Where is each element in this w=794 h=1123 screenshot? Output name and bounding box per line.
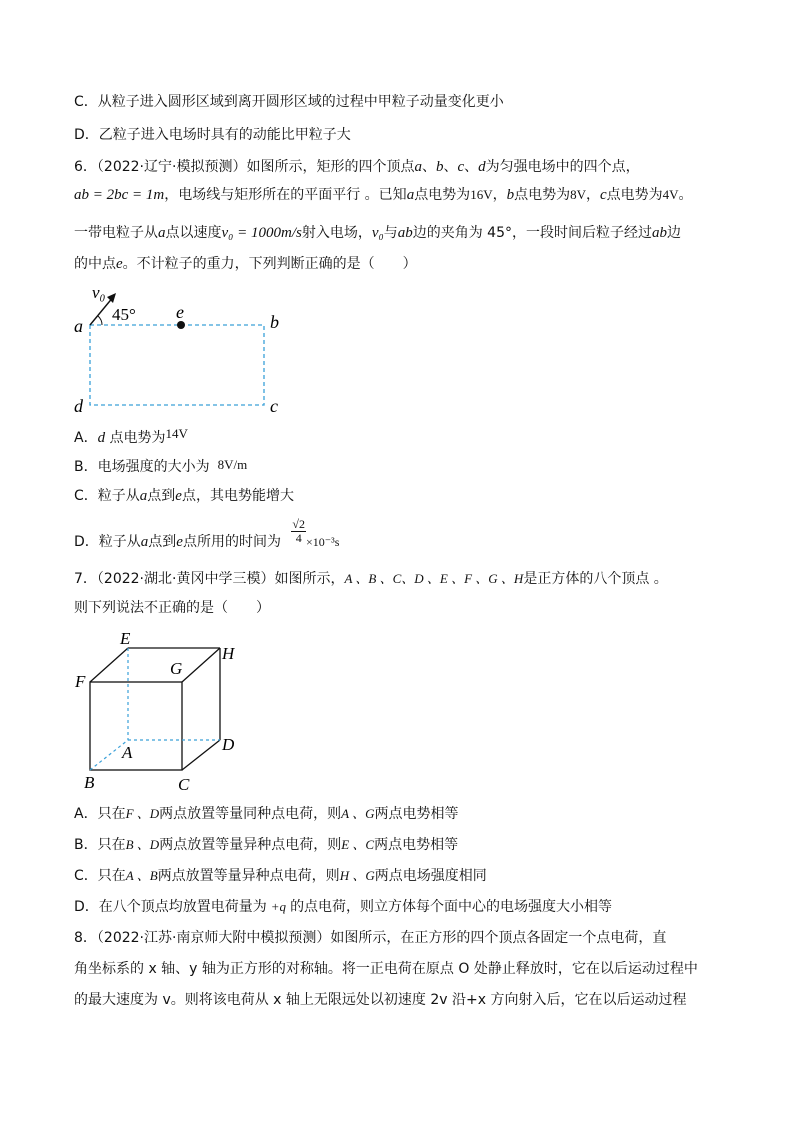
value: 14V bbox=[165, 426, 188, 441]
q7-number: 7． bbox=[74, 571, 97, 587]
text: C．只在 bbox=[74, 868, 126, 884]
q7-stem-line1 bbox=[74, 569, 754, 589]
label-e: e bbox=[176, 302, 184, 322]
text: B．电场强度的大小为 bbox=[74, 459, 210, 475]
denominator: 4 bbox=[295, 530, 302, 545]
text: D．粒子从 bbox=[74, 534, 141, 550]
cube-front-face bbox=[90, 682, 182, 770]
label-C: C bbox=[178, 775, 190, 794]
vars: F 、D bbox=[125, 806, 160, 821]
q6-option-a bbox=[74, 424, 754, 448]
text: 的点电荷，则立方体每个面中心的电场强度大小相等 bbox=[290, 899, 613, 915]
var-c: c bbox=[457, 159, 465, 175]
label-b: b bbox=[270, 312, 279, 332]
q7-option-b bbox=[74, 835, 754, 855]
label-G: G bbox=[170, 659, 183, 678]
var-d: d bbox=[97, 430, 106, 446]
text: ， bbox=[492, 187, 507, 203]
text: 边 bbox=[666, 225, 681, 241]
var-q: +q bbox=[270, 899, 287, 914]
q6-source: （2022·辽宁·模拟预测）如图所示，矩形的四个顶点 bbox=[96, 159, 415, 175]
vertex-letters: A 、B 、C、D 、E 、F 、G 、H bbox=[344, 571, 524, 586]
q7-option-d bbox=[74, 897, 754, 917]
var-e: e bbox=[176, 534, 183, 550]
var-d: d bbox=[478, 159, 486, 175]
value-vc: 4V bbox=[662, 187, 679, 202]
q8-stem-line2: 角坐标系的 x 轴、y 轴为正方形的对称轴。将一正电荷在原点 O 处静止释放时，它在以后运动过程中 bbox=[74, 961, 698, 977]
text: 是正方体的八个顶点 。 bbox=[523, 571, 668, 587]
arrow-head-icon bbox=[107, 293, 116, 303]
var-b: b bbox=[506, 187, 515, 203]
angle-arc bbox=[98, 316, 102, 325]
q7-source: （2022·湖北·黄冈中学三模）如图所示， bbox=[96, 571, 345, 587]
text: 点到 bbox=[147, 488, 176, 504]
label-B: B bbox=[84, 773, 95, 792]
value-va: 16V bbox=[470, 187, 493, 202]
var-b: b bbox=[435, 159, 444, 175]
value-vb: 8V bbox=[570, 187, 586, 202]
text: 两点放置等量同种点电荷，则 bbox=[159, 806, 342, 822]
text: C．粒子从 bbox=[74, 488, 140, 504]
text: 点，其电势能增大 bbox=[181, 488, 294, 504]
q6-option-c bbox=[74, 486, 754, 506]
var-v0: v₀ bbox=[371, 225, 384, 241]
label-F: F bbox=[75, 672, 86, 691]
q8-stem-line3: 的最大速度为 v。则将该电荷从 x 轴上无限远处以初速度 2v 沿+x 方向射入后，它在以后运动过程 bbox=[74, 992, 687, 1008]
q6-rectangle-figure bbox=[70, 278, 300, 418]
q5-option-c: C．从粒子进入圆形区域到离开圆形区域的过程中甲粒子动量变化更小 bbox=[74, 94, 504, 110]
q8-stem-line1: 8．（2022·江苏·南京师大附中模拟预测）如图所示，在正方形的四个顶点各固定一个点电荷，直 bbox=[74, 930, 667, 946]
point-e-dot bbox=[177, 321, 185, 329]
text: 的中点 bbox=[74, 256, 116, 272]
text: 两点放置等量异种点电荷，则 bbox=[157, 868, 340, 884]
text: B．只在 bbox=[74, 837, 126, 853]
vars: B 、D bbox=[125, 837, 160, 852]
q6-option-d bbox=[74, 516, 754, 552]
q6-stem-line1 bbox=[74, 157, 754, 177]
text: 点电势为 bbox=[606, 187, 663, 203]
text: 两点电势相等 bbox=[374, 837, 459, 853]
text: 点电势为 bbox=[514, 187, 571, 203]
q5-option-d: D．乙粒子进入电场时具有的动能比甲粒子大 bbox=[74, 127, 351, 143]
var-ab: ab bbox=[651, 225, 667, 241]
vars: A 、B bbox=[125, 868, 158, 883]
var-e: e bbox=[116, 256, 123, 272]
text: 与 bbox=[383, 225, 398, 241]
label-D: D bbox=[222, 735, 235, 754]
q6-stem-line4 bbox=[74, 254, 754, 274]
q7-option-a bbox=[74, 804, 754, 824]
q6-stem-line3 bbox=[74, 223, 754, 243]
text: 。不计粒子的重力，下列判断正确的是（ ） bbox=[122, 256, 417, 272]
text: 点电势为 bbox=[105, 430, 166, 446]
edge-GH bbox=[182, 648, 220, 682]
q6-stem-line2 bbox=[74, 185, 754, 205]
text: 射入电场， bbox=[301, 225, 372, 241]
text: 两点放置等量异种点电荷，则 bbox=[159, 837, 342, 853]
var-e: e bbox=[175, 488, 182, 504]
edge-CD bbox=[182, 740, 220, 770]
equation-v0: v₀ = 1000m/s bbox=[221, 225, 302, 241]
label-a: a bbox=[74, 316, 83, 336]
text: A．只在 bbox=[74, 806, 126, 822]
label-H: H bbox=[222, 644, 235, 663]
label-45: 45° bbox=[112, 305, 136, 324]
label-c: c bbox=[270, 396, 278, 416]
sep: 、 bbox=[443, 159, 458, 175]
edge-FE bbox=[90, 648, 128, 682]
sep: 、 bbox=[421, 159, 436, 175]
vars: E 、C bbox=[341, 837, 375, 852]
sep: 、 bbox=[464, 159, 479, 175]
var-a: a bbox=[140, 534, 149, 550]
q7-cube-figure bbox=[72, 628, 252, 796]
rectangle-abcd bbox=[90, 325, 264, 405]
text: D．在八个顶点均放置电荷量为 bbox=[74, 899, 267, 915]
var-c: c bbox=[599, 187, 607, 203]
label-A: A bbox=[122, 743, 133, 762]
text: ，电场线与矩形所在的平面平行 。已知 bbox=[164, 187, 407, 203]
vars: A 、G bbox=[341, 806, 375, 821]
var-a: a bbox=[414, 159, 422, 175]
text: 点到 bbox=[148, 534, 177, 550]
text: 两点电势相等 bbox=[374, 806, 459, 822]
q7-option-c bbox=[74, 866, 754, 886]
text: 两点电场强度相同 bbox=[374, 868, 487, 884]
equation-ab: ab = 2bc = 1m bbox=[74, 187, 165, 203]
q6-number: 6． bbox=[74, 159, 97, 175]
q7-stem-line2: 则下列说法不正确的是（ ） bbox=[74, 600, 270, 616]
q6-option-b bbox=[74, 455, 754, 477]
var-a: a bbox=[158, 225, 166, 241]
label-E: E bbox=[120, 629, 131, 648]
text: 点电势为 bbox=[414, 187, 471, 203]
vars: H 、G bbox=[339, 868, 375, 883]
text: 一带电粒子从 bbox=[74, 225, 158, 241]
numerator: √2 bbox=[292, 516, 305, 531]
text: ， bbox=[585, 187, 600, 203]
text: A． bbox=[74, 430, 98, 446]
label-v0: v₀ bbox=[92, 283, 106, 302]
label-d: d bbox=[74, 396, 83, 416]
var-a: a bbox=[406, 187, 415, 203]
value: ×10⁻³s bbox=[306, 535, 340, 549]
text: 点以速度 bbox=[165, 225, 222, 241]
text: 。 bbox=[678, 187, 693, 203]
text: 为匀强电场中的四个点， bbox=[485, 159, 640, 175]
var-a: a bbox=[139, 488, 148, 504]
fraction bbox=[291, 518, 306, 545]
text: 边的夹角为 45°，一段时间后粒子经过 bbox=[412, 225, 652, 241]
text: 点所用的时间为 bbox=[182, 534, 281, 550]
value: 8V/m bbox=[217, 457, 248, 472]
var-ab: ab bbox=[397, 225, 413, 241]
